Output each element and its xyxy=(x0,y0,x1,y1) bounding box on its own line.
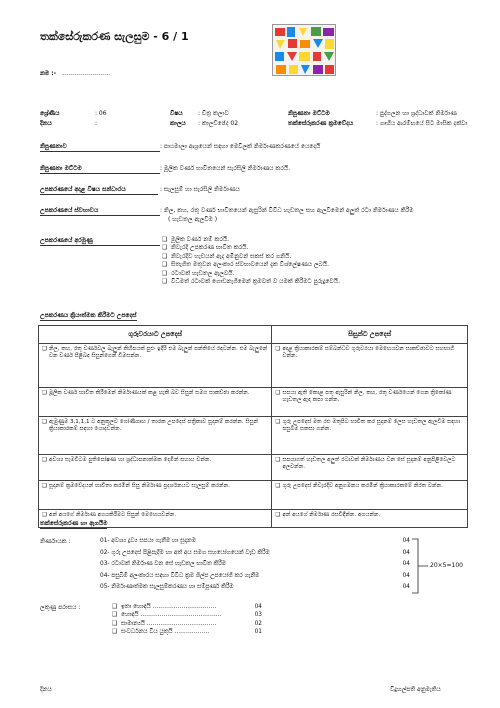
instrument-nature-value-2: ( හැඩතල ඇලවීම ) xyxy=(168,216,218,223)
grading-item xyxy=(112,611,262,619)
teacher-instruction: අන් අයගේ නිර්මාණ අගයකිරීමට සිසුන් මෙහෙයවන්න. xyxy=(49,512,177,518)
date-value: : xyxy=(95,120,98,127)
page-title: තක්සේරුකරණ සැලසුම - 6 / 1 xyxy=(40,30,189,43)
grading-item xyxy=(112,620,262,628)
subject-concepts-label: උපකරණයේ අදාළ විෂය සන්ධාරය xyxy=(40,186,158,195)
objective-item: ❑ විධිමත් රටාවක් ගොඩනැගීමෙන් ක්‍රමවත් ව යමක් කිරීමට පුරුදුවෙයි. xyxy=(162,278,340,286)
grading-score: 01 xyxy=(254,629,262,636)
grading-score: 02 xyxy=(254,620,262,627)
grading-text: ❑ සංවර්ධනය විය යුතුයි ……………… xyxy=(121,629,210,636)
student-instruction: සපයාගත් හැඩතල අලුත් රටාවක් නිර්මාණය වන සේ සූදානම් අනුපිළිවෙලට අලවන්න. xyxy=(282,457,456,470)
criteria-item xyxy=(100,571,410,583)
footer-date: දිනය xyxy=(40,686,52,693)
teacher-instruction: සූදානම් ක්‍රමවේදයන් භාවිතා කරමින් සිසු නිර්මාණ ප්‍රදර්ශනයට සැලසුම් කරන්න. xyxy=(49,483,230,489)
student-instruction: අදාළ ක්‍රියාකාරකම් සම්බන්ධව ගුරුවරයා මෙහෙයවන සාකච්ඡාවට සහභාගී වන්න. xyxy=(282,346,455,359)
level-value: : මූලික වර්ණ භාවිතයෙන් සැරසිලි නිර්මාණය කරයි. xyxy=(160,165,291,172)
criteria-item xyxy=(100,559,410,571)
footer-principal-approval: විදුහල්පති අනුමැතිය xyxy=(390,686,441,693)
subject-concepts-value: : සැලසුම් හා සැරසිලි නිර්මාණය xyxy=(160,186,240,193)
time-label: කාලය xyxy=(170,120,186,127)
criteria-list xyxy=(100,536,410,594)
objective-item: ❑ රටාවක් හැඩතල ඇලවයි. xyxy=(162,270,340,278)
topic-label: නිපුණතාව xyxy=(40,143,160,152)
competency-level-value: : පුද්ගලන හා ශ්‍රද්ධාවක් නිර්මාණ xyxy=(376,110,457,117)
objective-item: ❑ සිතැගිත මතුවන අලංකාර ස්වභාවයෙන් දැක විශ්ලේෂණය ලබයි. xyxy=(162,261,340,269)
table-row: ❑ නිල, කහ, රතු වර්ණවල බැලුන් කිහිපයක් පුළුං ඉදිරි එම බැලුන් පන්තියේ රඳවන්න. එම බැලුනේ වන වර්ණ පිළිබඳ සිසුන්ගෙන් විමසන්න. ❑ අදාළ ක්‍රියාකාරකම් සම්බන්ධව ගුරුවරයා මෙහෙයවන සාකච්ඡාවට සහභාගී වන්න. xyxy=(39,344,468,388)
student-instruction: ගුරු උපදෙස් මත රළු මතුපිට භාවිත කර සූදානම් ලෙස හැඩතල ඇලවීම සඳහා පසුබිම සකසා ගන්න. xyxy=(282,419,461,432)
student-instruction: අන් අයගේ නිර්මාණ රසවිඳින්න. අගයන්න. xyxy=(282,512,381,518)
teacher-instruction: අවශ්‍ය සැමවිටම පුතිපෝෂණ හා ශ්‍රද්ධාපනාත්මක දෙමින් සහාය වන්න. xyxy=(49,457,212,463)
criteria-item xyxy=(100,536,410,548)
grading-list xyxy=(112,603,262,637)
criteria-score: 04 xyxy=(402,572,410,579)
grading-score: 04 xyxy=(254,604,262,610)
grading-label: ලකුණු පරාසය : xyxy=(40,604,81,611)
grading-text: ❑ සාමාන්‍යයි ……………………………… xyxy=(121,620,217,627)
artwork-thumbnail xyxy=(272,24,336,76)
objectives-list xyxy=(162,236,340,286)
table-row: ❑ සූදානම් ක්‍රමවේදයන් භාවිතා කරමින් සිසු නිර්මාණ ප්‍රදර්ශනයට සැලසුම් කරන්න. ❑ ගුරු උපදෙස් නිවැරදිව අනුගමනය කරමින් ක්‍රියාකාරකමේ නිරත වන්න. xyxy=(39,481,468,510)
grading-text: ❑ හොඳයි …………………………………… xyxy=(121,612,222,619)
column-header-student: සිසුන්ට උපදෙස් xyxy=(272,326,468,344)
activity-plan-label: උපකරණය ක්‍රියාත්මක කිරීමට උපදෙස් xyxy=(40,312,137,319)
criteria-score: 04 xyxy=(402,561,410,567)
grade-value: : 06 xyxy=(95,110,107,117)
subject-label: විෂය xyxy=(170,110,183,117)
objective-item: ❑ නිවැරදිව හැඩයන් ඇද අමිනුවන් සකස් කර ගනියි. xyxy=(162,253,340,261)
objectives-label: උපකරණයේ අරමුණු xyxy=(40,237,160,246)
table-row: ❑ අන් අයගේ නිර්මාණ අගයකිරීමට සිසුන් මෙහෙයවන්න. ❑ අන් අයගේ නිර්මාණ රසවිඳින්න. අගයන්න. xyxy=(39,510,468,528)
criteria-text: 03- රටාවක් නිර්මාණ වන සේ හැඩතල භාවිත කිරීම xyxy=(100,561,226,567)
name-label: නම :- xyxy=(40,70,57,77)
objective-item: ❑ නිවැරදි උපකරණ භාවිත කරයි. xyxy=(162,244,340,252)
grading-item xyxy=(112,603,262,611)
teacher-instruction: නිල, කහ, රතු වර්ණවල බැලුන් කිහිපයක් පුළුං ඉදිරි එම බැලුන් පන්තියේ රඳවන්න. එම බැලුනේ වන වර්ණ පිළිබඳ සිසුන්ගෙන් විමසන්න. xyxy=(49,346,268,359)
grade-label: ශ්‍රේණිය xyxy=(40,110,60,117)
criteria-text: 02- ගුරු උපදෙස් පිළිපැදීම හා අත් අය සමග සහයෝගයෙන් වැඩ කිරීම xyxy=(100,549,270,556)
criteria-item xyxy=(100,582,410,594)
date-label: දිනය xyxy=(40,120,52,127)
instrument-nature-value: : නිල, කහ, රතු වර්ණ භාවිතයෙන් ඇසුරින් විවිධ හැඩතල සහ ඇලවීමෙන් අලුත් රටා නිර්මාණය කිරීම xyxy=(160,207,414,214)
teacher-instruction: ඇමුණුම 3,1,1,1 ට අනුකූලව ගෝණිගෘහ / තාරක උපදෙස් පත්‍රිකාව සූදානම් කරන්න. සිසුන් ක්‍රියාකාරකම් සඳහා යොදවන්න. xyxy=(49,419,259,432)
subject-value: : චිත්‍ර කලාව xyxy=(198,110,229,117)
objective-item: ❑ මූලික වර්ණ නම් කරයි. xyxy=(162,236,340,244)
criteria-label: තක්සේරුකරණ හා ඇගයීම xyxy=(40,520,108,527)
table-row: ❑ අවශ්‍ය සැමවිටම පුතිපෝෂණ හා ශ්‍රද්ධාපනාත්මක දෙමින් සහාය වන්න. ❑ සපයාගත් හැඩතල අලුත් රටාවක් නිර්මාණය වන සේ සූදානම් අනුපිළිවෙලට අලවන්න. xyxy=(39,455,468,481)
criteria-item xyxy=(100,548,410,560)
teacher-instruction: මූලික වර්ණ භාවිත කිරීමෙන් නිර්මාණයක් කළ හැකි බව සිසුන් සමග සාකච්ඡා කරන්න. xyxy=(49,390,250,396)
assessment-method-label: තක්සේරුකරණ ක්‍රමවේදය xyxy=(288,120,354,127)
topic-value: : පාඨමාලා ආශ්‍රයෙන් සඳහා මෙවිලක් නිර්මාණකරණයේ යෙදෙයි xyxy=(160,143,321,150)
grading-score: 03 xyxy=(254,612,262,619)
time-value: : කාලච්ඡේද 02 xyxy=(198,120,239,127)
level-label: නිපුණතා මට්ටම xyxy=(40,165,160,174)
instructions-table xyxy=(38,325,468,528)
criteria-prefix: නිර්ණායක : xyxy=(40,538,71,545)
brace-icon xyxy=(410,537,430,595)
student-instruction: සපයා ඇති කොළ පතු ඇසුරින් නිල, කහ, රතු වර්ණයෙන් ගෙන ත්‍රිකෝණ හැඩතල ඇඳ කපා ගන්න. xyxy=(282,390,452,403)
criteria-text: 05- නිර්මාණාත්මක සැලසුම්කරණය හා සම්පූර්ණ කිරීම xyxy=(100,584,234,590)
score-formula: 20×5=100 xyxy=(430,562,463,569)
criteria-score: 04 xyxy=(402,538,410,544)
column-header-teacher: ගුරුවරයාට උපදෙස් xyxy=(39,326,272,344)
competency-level-label: නිපුණතා මට්ටම xyxy=(288,110,330,117)
criteria-score: 04 xyxy=(402,584,410,590)
criteria-score: 04 xyxy=(402,549,410,556)
instrument-nature-label: උපකරණයේ ස්වභාවය xyxy=(40,207,160,216)
student-instruction: ගුරු උපදෙස් නිවැරදිව අනුගමනය කරමින් ක්‍රියාකාරකමේ නිරත වන්න. xyxy=(282,483,443,489)
table-row: ❑ මූලික වර්ණ භාවිත කිරීමෙන් නිර්මාණයක් කළ හැකි බව සිසුන් සමග සාකච්ඡා කරන්න. ❑ සපයා ඇති කොළ පතු ඇසුරින් නිල, කහ, රතු වර්ණයෙන් ගෙන ත්‍රිකෝණ හැඩතල ඇඳ කපා ගන්න. xyxy=(39,388,468,417)
criteria-text: 04- පසුබිම් අලංකාරය සඳහා විවිධ ක්‍රම ශිල්ප උපයෝගී කර ගැනීම xyxy=(100,572,260,579)
grading-text: ❑ ඉතා හොඳයි …………………………… xyxy=(121,604,217,610)
criteria-text: 01- අවශ්‍ය ද්‍රව්‍ය සපයා ගැනීම හා සූදානම xyxy=(100,538,196,544)
grading-item xyxy=(112,628,262,636)
assessment-method-value: : ගෘහීය ආරම්භයේ සිට මාසික දක්වා xyxy=(376,120,468,127)
name-blank: …………………… xyxy=(62,70,111,77)
table-row: ❑ ඇමුණුම 3,1,1,1 ට අනුකූලව ගෝණිගෘහ / තාරක උපදෙස් පත්‍රිකාව සූදානම් කරන්න. සිසුන් ක්‍රියාකාරකම් සඳහා යොදවන්න. ❑ ගුරු උපදෙස් මත රළු මතුපිට භාවිත කර සූදානම් ලෙස හැඩතල ඇලවීම සඳහා පසුබිම සකසා ගන්න. xyxy=(39,417,468,455)
